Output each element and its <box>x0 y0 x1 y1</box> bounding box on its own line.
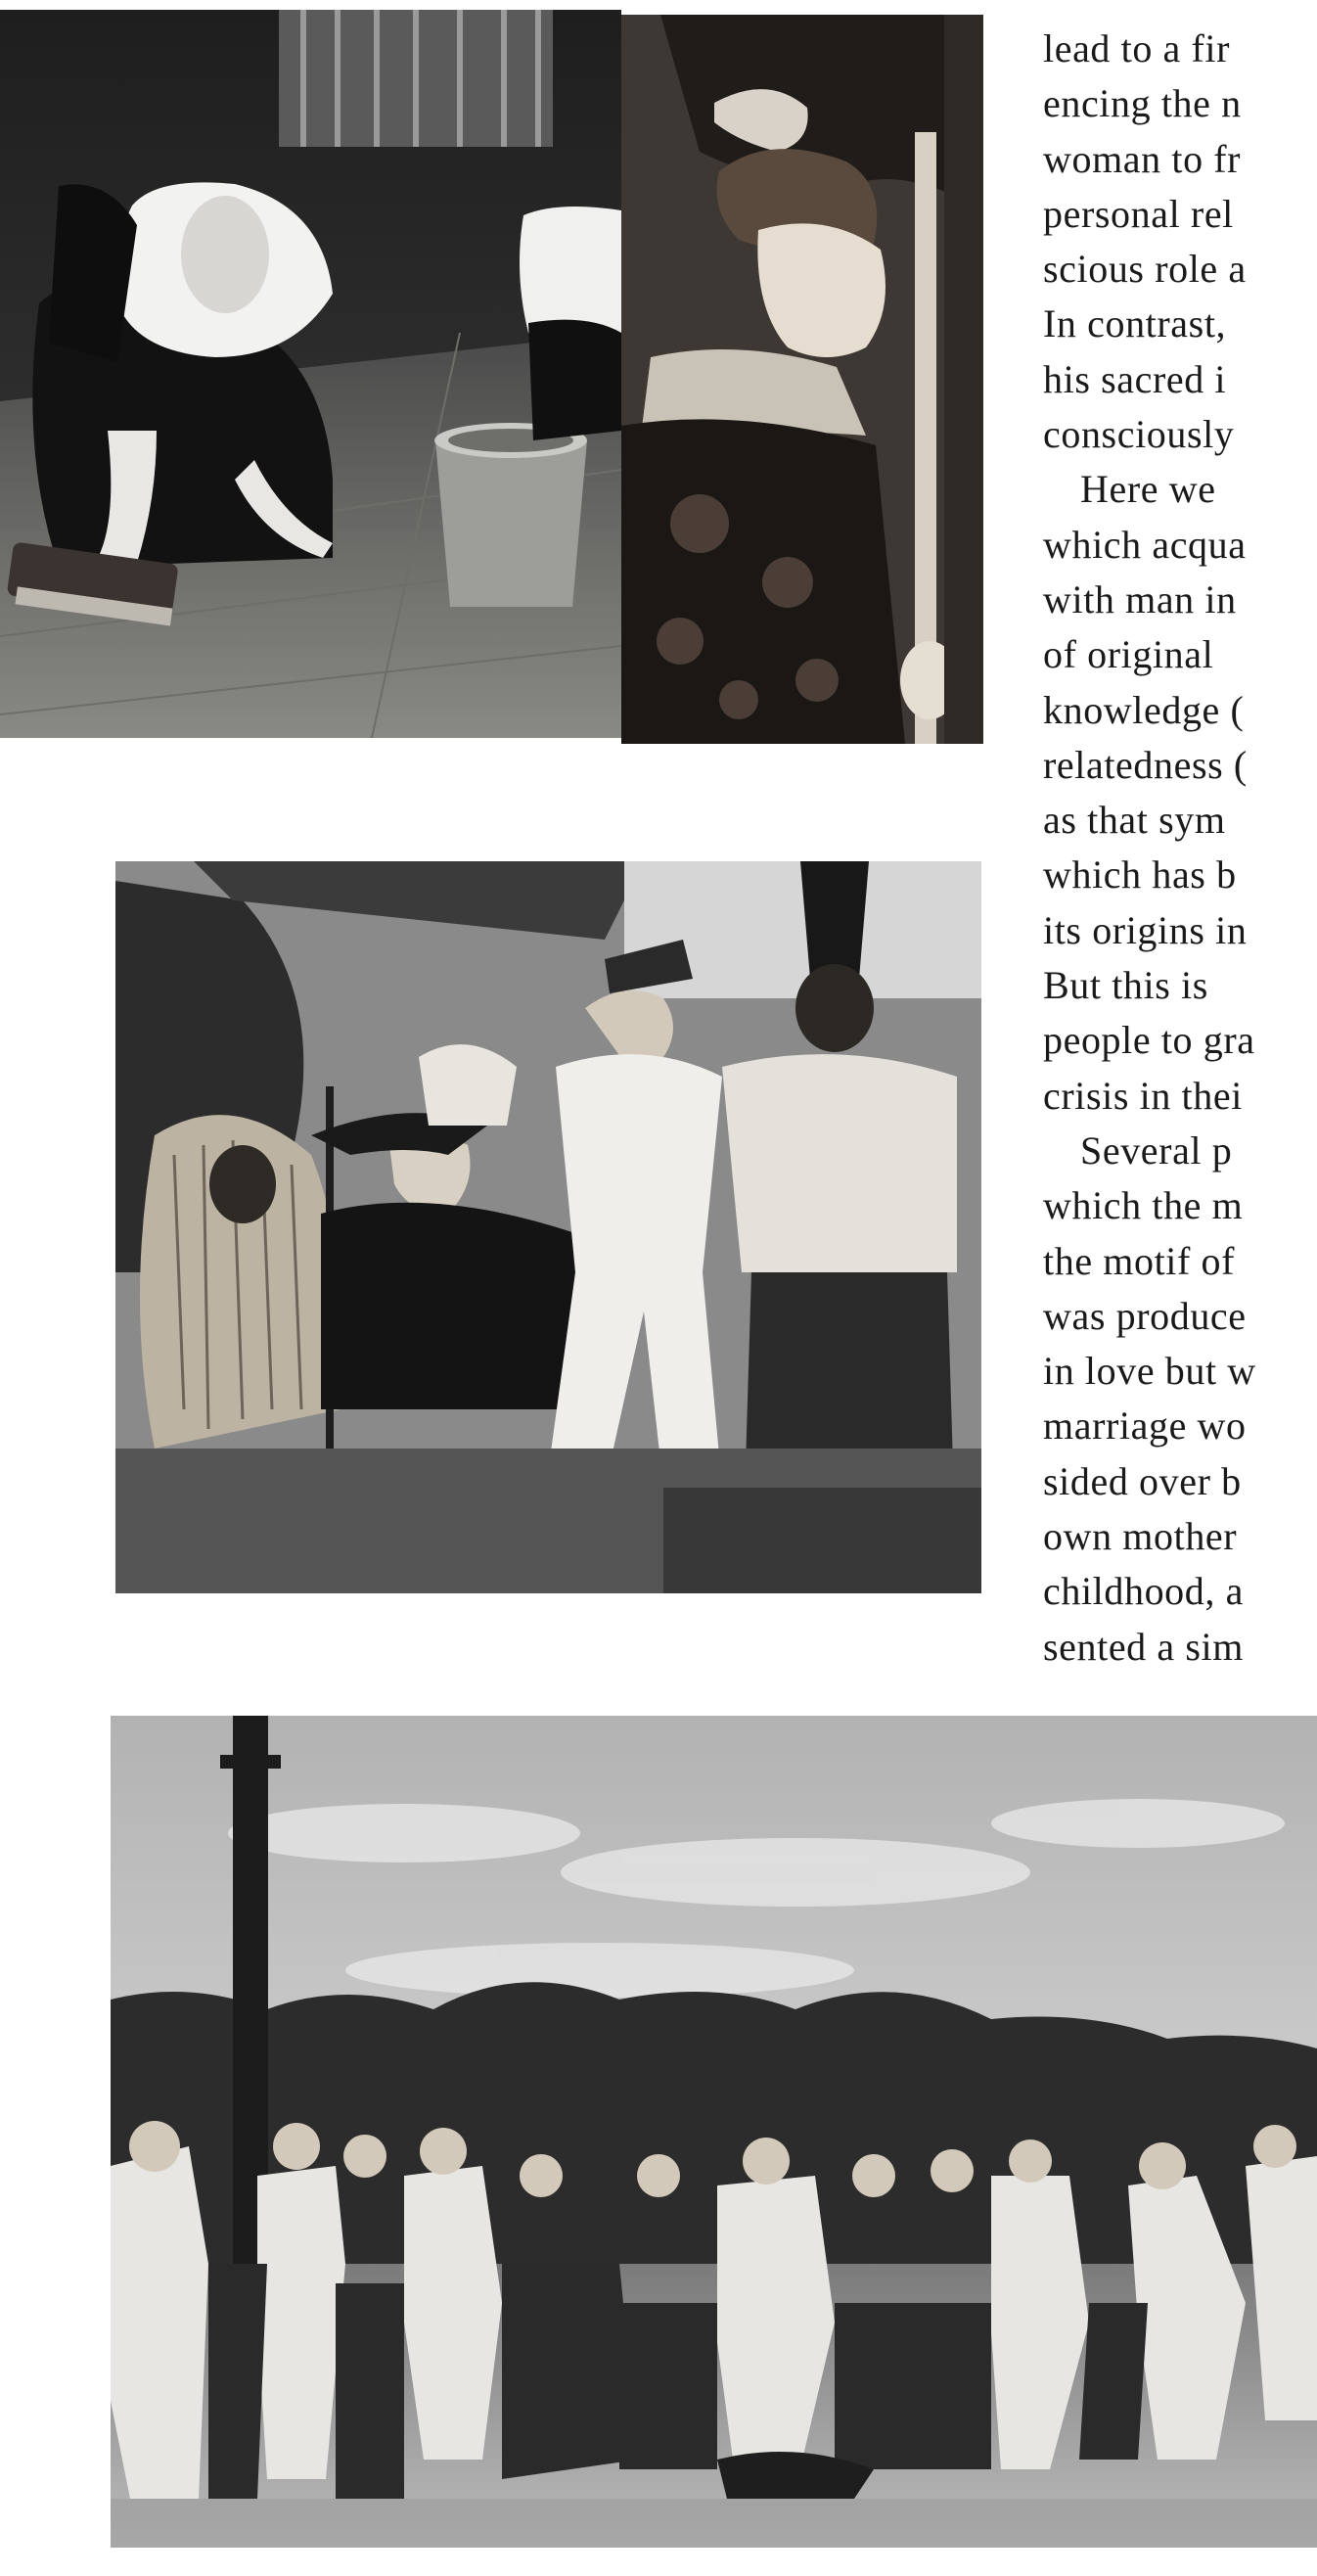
text-line: crisis in thei <box>1043 1073 1243 1118</box>
text-line: scious role a <box>1043 247 1247 292</box>
ceremony-photo <box>115 861 981 1593</box>
text-line: But this is <box>1043 963 1208 1008</box>
text-line: was produce <box>1043 1293 1247 1338</box>
text-line: which has b <box>1043 852 1237 897</box>
text-line: sented a sim <box>1043 1624 1244 1669</box>
article-text-column <box>1043 22 1317 1675</box>
text-line: as that sym <box>1043 798 1226 843</box>
text-line: the motif of <box>1043 1238 1236 1283</box>
nun-scrubbing-floor-photo <box>0 10 621 738</box>
text-line: which the m <box>1043 1183 1244 1228</box>
text-line: which acqua <box>1043 522 1247 567</box>
text-line: sided over b <box>1043 1458 1242 1503</box>
text-line: personal rel <box>1043 191 1234 236</box>
text-line: with man in <box>1043 576 1237 621</box>
text-line: relatedness ( <box>1043 742 1248 787</box>
paragraph-start-line: Here we <box>1080 467 1216 512</box>
text-line: marriage wo <box>1043 1403 1247 1449</box>
text-line: his sacred i <box>1043 356 1227 401</box>
ceremony-graphic <box>115 861 981 1593</box>
text-line: people to gra <box>1043 1018 1255 1063</box>
medieval-painting-photo <box>621 15 983 744</box>
text-line: encing the n <box>1043 81 1242 126</box>
nun-photo-graphic <box>0 10 621 738</box>
painting-graphic <box>621 15 983 744</box>
text-line: own mother <box>1043 1514 1238 1559</box>
crowd-tussle-photo <box>111 1716 1317 2548</box>
text-line: of original <box>1043 632 1214 677</box>
paragraph-start-line: Several p <box>1080 1127 1233 1173</box>
text-line: consciously <box>1043 412 1235 457</box>
text-line: in love but w <box>1043 1349 1256 1394</box>
text-line: knowledge ( <box>1043 687 1245 732</box>
crowd-graphic <box>111 1716 1317 2548</box>
text-line: woman to fr <box>1043 136 1242 181</box>
text-line: lead to a fir <box>1043 26 1231 70</box>
text-line: childhood, a <box>1043 1569 1244 1614</box>
text-line: In contrast, <box>1043 301 1227 346</box>
text-line: its origins in <box>1043 907 1248 952</box>
